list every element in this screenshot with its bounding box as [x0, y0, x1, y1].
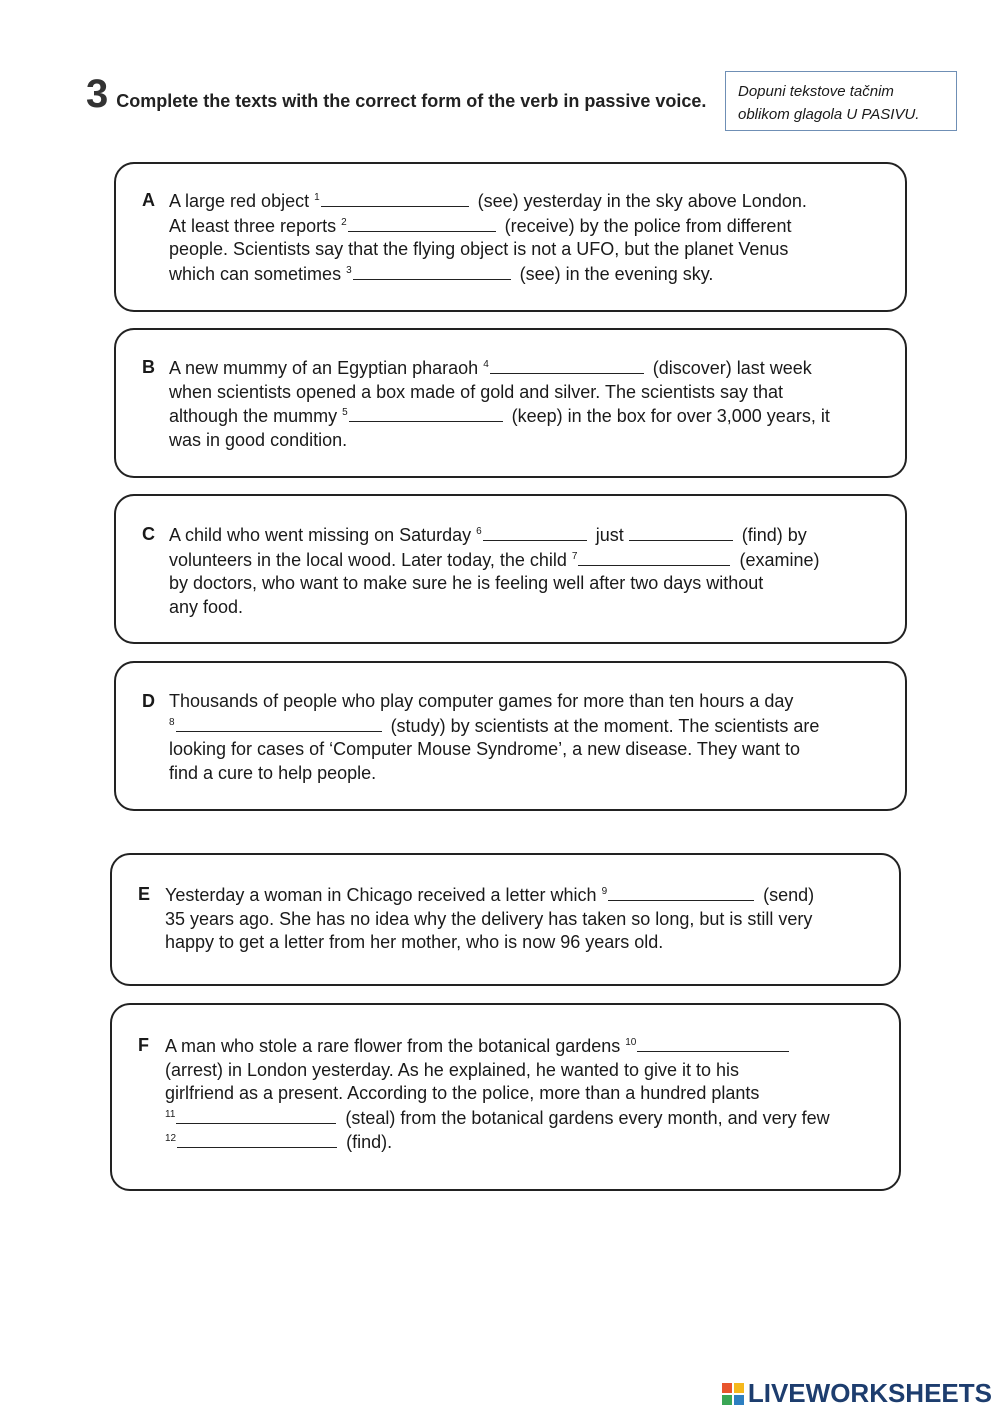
- text-box-a: [114, 162, 907, 312]
- gap-number-8: 8: [169, 716, 175, 728]
- answer-blank-4[interactable]: [490, 356, 644, 374]
- exercise-header: [86, 74, 706, 114]
- gap-number-4: 4: [483, 359, 489, 370]
- gap-number-2: 2: [341, 216, 347, 228]
- exercise-number: 3: [86, 72, 109, 116]
- note-line-2: oblikom glagola U PASIVU.: [738, 106, 920, 123]
- gap-number-3: 3: [346, 264, 352, 276]
- instruction-note: [725, 71, 957, 131]
- answer-blank-6b[interactable]: [629, 523, 733, 541]
- answer-blank-2[interactable]: [348, 214, 496, 232]
- text-b: A new mummy of an Egyptian pharaoh $^4$ (discover) last week when scientists opened a box made of gold and silver. The scientists say that although the mummy $^5$ (keep) in the box for over 3,000 years, it was in good condition.: [169, 358, 830, 450]
- text-box-d: [114, 661, 907, 811]
- gap-number-11: 11: [165, 1108, 176, 1120]
- gap-number-7: 7: [571, 550, 578, 562]
- answer-blank-6a[interactable]: [483, 523, 587, 541]
- note-line-1: Dopuni tekstove tačnim: [738, 83, 894, 100]
- answer-blank-10[interactable]: [637, 1034, 789, 1052]
- gap-number-12: 12: [165, 1133, 177, 1144]
- answer-blank-9[interactable]: [608, 883, 754, 901]
- answer-blank-12[interactable]: [177, 1130, 337, 1148]
- box-letter-c: C: [142, 524, 155, 544]
- exercise-title: Complete the texts with the correct form of the verb in passive voice.: [116, 91, 707, 111]
- text-c: A child who went missing on Saturday $^6$ just (find) by volunteers in the local wood. Later today, the child $^7$ (examine) by doctors, who want to make sure he is feeling well after two days without any food.: [169, 525, 820, 617]
- box-letter-e: E: [138, 884, 151, 904]
- gap-number-10: 10: [625, 1037, 637, 1048]
- text-box-b: [114, 328, 907, 478]
- answer-blank-11[interactable]: [176, 1106, 336, 1124]
- logo-grid-icon: [722, 1383, 744, 1405]
- gap-number-5: 5: [342, 407, 348, 418]
- box-letter-b: B: [142, 357, 155, 377]
- gap-number-9: 9: [601, 886, 608, 897]
- answer-blank-1[interactable]: [321, 189, 469, 207]
- gap-number-6: 6: [476, 526, 482, 537]
- logo-text: LIVEWORKSHEETS: [747, 1378, 992, 1408]
- text-box-c: [114, 494, 907, 644]
- box-letter-f: F: [138, 1035, 149, 1055]
- liveworksheets-logo: [722, 1378, 992, 1409]
- answer-blank-5[interactable]: [349, 404, 503, 422]
- answer-blank-8[interactable]: [176, 714, 382, 732]
- gap-number-1: 1: [314, 192, 320, 203]
- answer-blank-7[interactable]: [578, 548, 730, 566]
- text-e: Yesterday a woman in Chicago received a letter which $^9$ (send) 35 years ago. She has no idea why the delivery has taken so long, but is still very happy to get a letter from her mother, who is now 96 years old.: [165, 885, 815, 952]
- text-box-e: [110, 853, 901, 986]
- text-box-f: [110, 1003, 901, 1191]
- answer-blank-3[interactable]: [353, 262, 511, 280]
- text-a: A large red object $^1$ (see) yesterday in the sky above London. At least three reports $^2$ (receive) by the police from different people. Scientists say that the flying object is not a UFO, but the planet Venus which can sometimes $^3$ (see) in the evening sky.: [169, 191, 807, 284]
- text-d: Thousands of people who play computer games for more than ten hours a day $^8$ (study) by scientists at the moment. The scientists are looking for cases of ‘Computer Mouse Syndrome’, a new disease. They want to find a cure to help people.: [169, 691, 820, 783]
- box-letter-a: A: [142, 190, 155, 210]
- box-letter-d: D: [142, 691, 155, 711]
- text-f: A man who stole a rare flower from the botanical gardens $^{10}$ (arrest) in London yesterday. As he explained, he wanted to give it to his girlfriend as a present. According to the police, more than a hundred plants $^{11}$ (steal) from the botanical gardens every month, and very few $^{12}$ (find).: [165, 1036, 830, 1152]
